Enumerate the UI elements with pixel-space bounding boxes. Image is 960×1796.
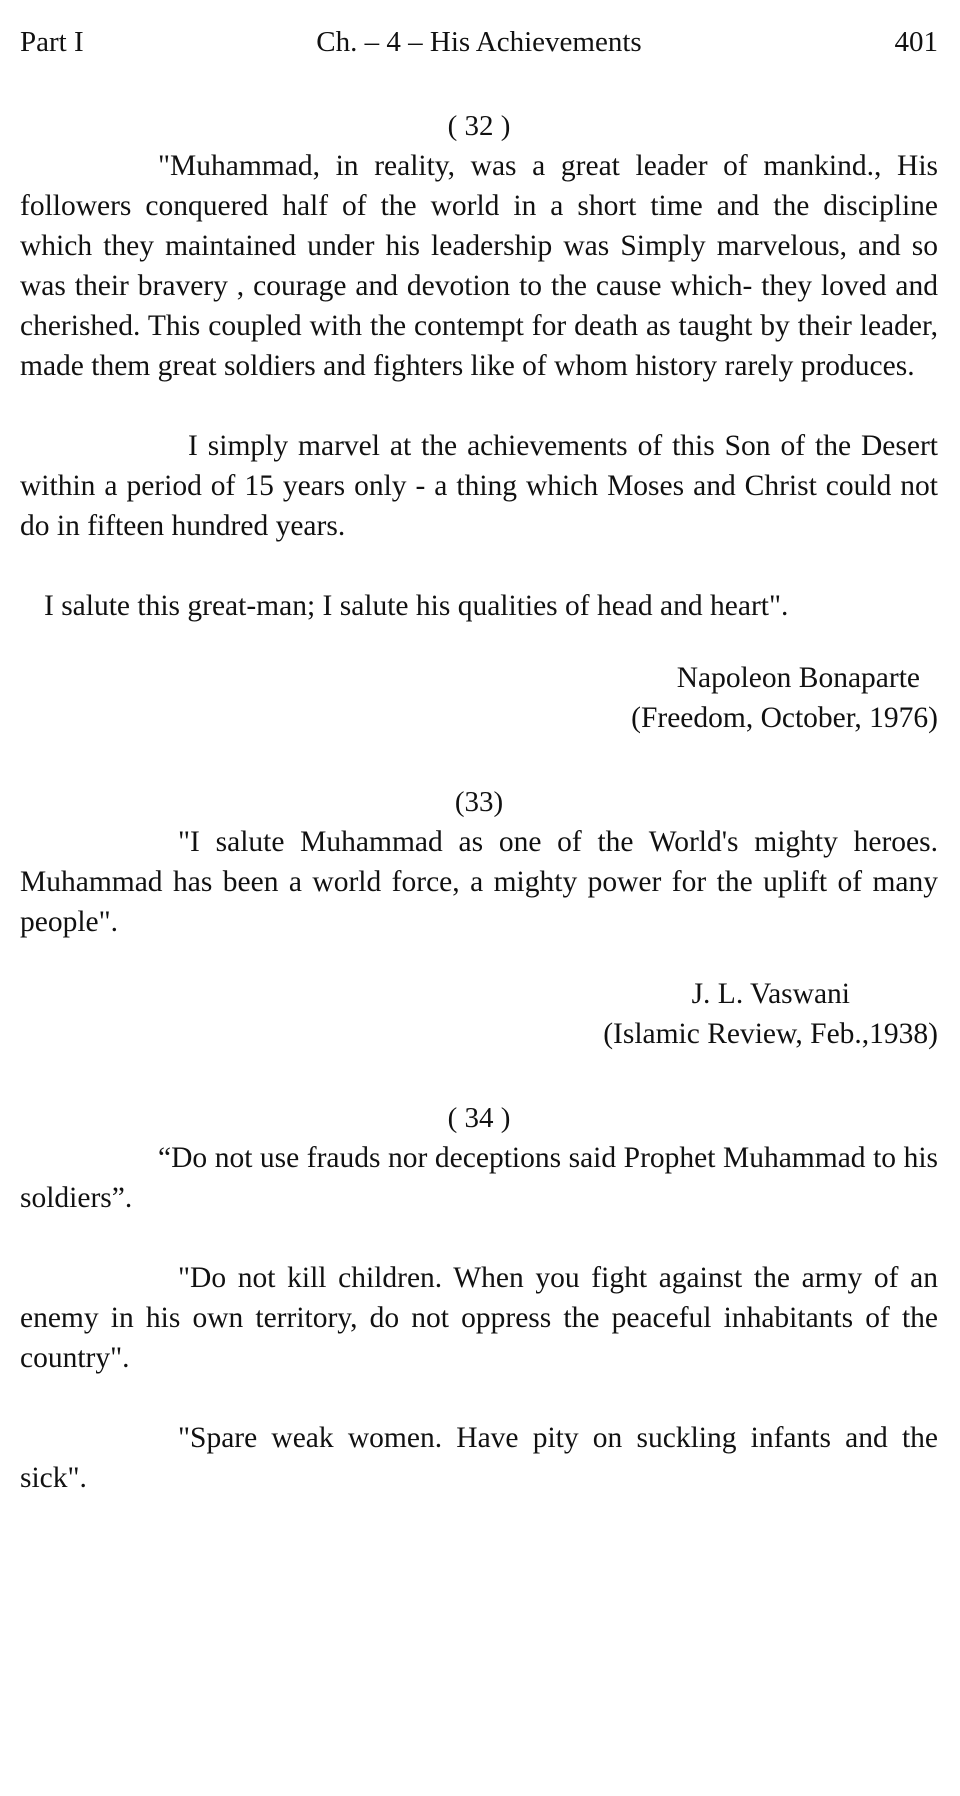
header-part: Part I — [20, 26, 84, 58]
quote-paragraph: "I salute Muhammad as one of the World's mighty heroes. Muhammad has been a world force, a mighty power for the uplift of many people". — [20, 826, 938, 938]
quote-author: J. L. Vaswani — [691, 978, 850, 1010]
quote-paragraph: "Spare weak women. Have pity on suckling infants and the sick". — [20, 1422, 938, 1494]
quote-33 — [20, 782, 938, 1054]
quote-paragraph: "Do not kill children. When you fight against the army of an enemy in his own territory, do not oppress the peaceful inhabitants of the country". — [20, 1262, 938, 1374]
quote-number: ( 32 ) — [447, 110, 511, 142]
header-chapter-title: Ch. – 4 – His Achievements — [316, 26, 642, 58]
quote-number: (33) — [454, 786, 504, 818]
quote-paragraph: "Muhammad, in reality, was a great leader of mankind., His followers conquered half of the world in a short time and the discipline which they maintained under his leadership was Simply marvelous, and so was their bravery , courage and devotion to the cause which- they loved and cherished. This coupled with the contempt for death as taught by their leader, made them great soldiers and fighters like of whom history rarely produces. — [20, 150, 938, 382]
quote-attribution — [20, 658, 938, 738]
quote-34 — [20, 1098, 938, 1498]
quote-source: (Islamic Review, Feb.,1938) — [603, 1018, 938, 1050]
quote-paragraph: I salute this great-man; I salute his qualities of head and heart". — [44, 590, 789, 622]
quote-number: ( 34 ) — [447, 1102, 511, 1134]
running-header — [20, 20, 938, 64]
page-number: 401 — [894, 26, 938, 58]
quote-source: (Freedom, October, 1976) — [631, 702, 938, 734]
quote-attribution — [20, 974, 938, 1054]
quote-author: Napoleon Bonaparte — [676, 662, 920, 694]
document-page — [20, 0, 938, 1498]
quote-paragraph: “Do not use frauds nor deceptions said Prophet Muhammad to his soldiers”. — [20, 1142, 938, 1214]
quote-paragraph: I simply marvel at the achievements of this Son of the Desert within a period of 15 years only - a thing which Moses and Christ could not do in fifteen hundred years. — [20, 430, 938, 542]
quote-32 — [20, 106, 938, 738]
